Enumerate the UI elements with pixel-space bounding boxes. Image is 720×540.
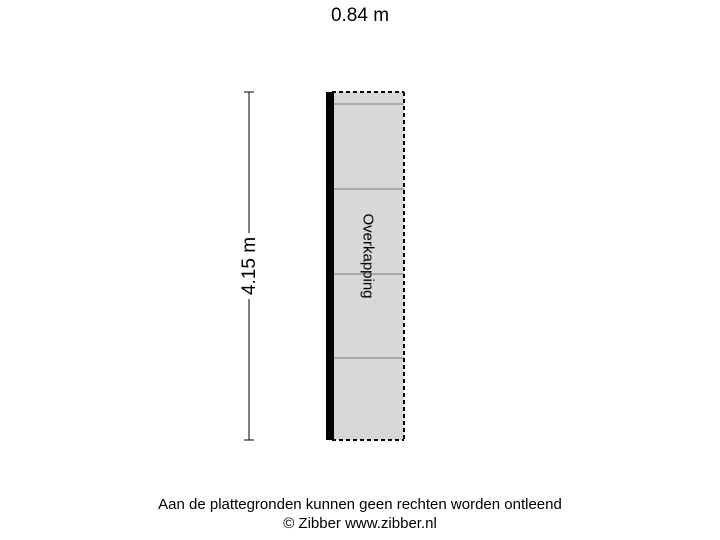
disclaimer-text: Aan de plattegronden kunnen geen rechten worden ontleend	[158, 496, 562, 513]
length-dimension-label: 4.15 m	[239, 233, 261, 299]
room-label: Overkapping	[359, 213, 377, 299]
solid-wall	[326, 92, 334, 440]
copyright-text: © Zibber www.zibber.nl	[283, 515, 437, 532]
width-dimension-label: 0.84 m	[330, 5, 390, 26]
